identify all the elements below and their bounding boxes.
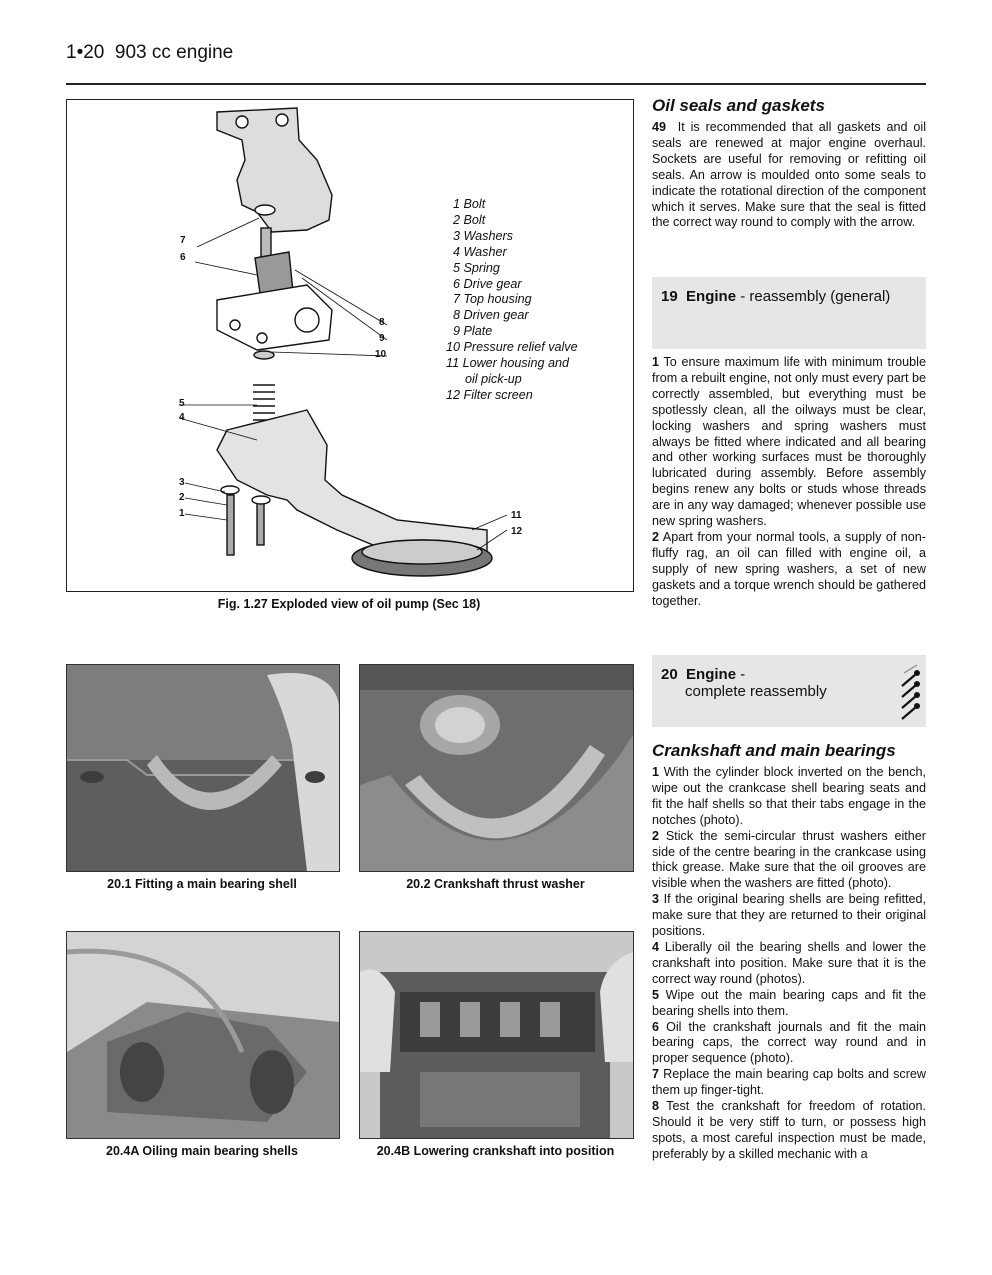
para-number: 7 (652, 1067, 660, 1082)
chapter-title: 903 cc engine (114, 42, 234, 63)
section-title-bold: Engine (686, 288, 737, 305)
section-20-title (661, 666, 881, 700)
legend-item: 5 Spring (453, 260, 500, 275)
callout-8: 8 (379, 317, 385, 328)
callout-10: 10 (375, 349, 387, 360)
thrust-washer-image (360, 665, 633, 871)
legend-item: 9 Plate (453, 324, 493, 339)
para-number: 4 (652, 939, 660, 954)
header-rule (66, 83, 926, 85)
callout-2: 2 (179, 492, 185, 503)
figure-legend (446, 197, 578, 404)
callout-12: 12 (511, 526, 523, 537)
para-text: Wipe out the main bearing caps and fit the bearing shells into them. (652, 987, 926, 1018)
callout-1: 1 (179, 508, 185, 519)
para-text: Liberally oil the bearing shells and lower the crankshaft into position. Make sure that it is the correct way round (photos). (652, 939, 927, 986)
legend-item: 12 Filter screen (446, 387, 533, 402)
page-number: 1•20 (66, 42, 105, 63)
legend-item: 1 Bolt (453, 197, 486, 211)
bearing-shell-image (67, 665, 339, 871)
legend-item: 2 Bolt (453, 212, 486, 227)
para-number: 2 (652, 529, 660, 544)
section-19-text (652, 355, 926, 610)
para-number: 1 (652, 355, 660, 369)
para-number: 2 (652, 828, 660, 843)
legend-item: 6 Drive gear (453, 276, 522, 291)
section-title-rest: - reassembly (general) (736, 288, 891, 305)
section-19-title (661, 288, 921, 305)
para-number: 6 (652, 1019, 660, 1034)
photo-caption: 20.4A Oiling main bearing shells (106, 1144, 298, 1158)
legend-item: 8 Driven gear (453, 308, 529, 323)
para-text: With the cylinder block inverted on the bench, wipe out the crankcase shell bearing seats and fit the half shells so that their tabs engage in the notches (photo). (652, 765, 926, 827)
para-text: Apart from your normal tools, a supply of non-fluffy rag, an oil can filled with engine oil, a supply of new spring washers, a set of new gaskets and a torque wrench should be gathered together. (652, 529, 926, 608)
photo-20-2 (359, 664, 634, 872)
photo-20-1 (66, 664, 340, 872)
oil-seals-heading: Oil seals and gaskets (652, 96, 825, 115)
callout-9: 9 (379, 333, 385, 344)
legend-item: 11 Lower housing and (446, 356, 569, 371)
photo-caption: 20.4B Lowering crankshaft into position (376, 1144, 615, 1158)
photo-20-4a (66, 931, 340, 1139)
callout-11: 11 (511, 510, 522, 521)
section-number: 20 (661, 666, 678, 683)
callout-5: 5 (179, 398, 185, 409)
para-text: Replace the main bearing cap bolts and screw them up finger-tight. (652, 1067, 927, 1098)
legend-item: oil pick-up (465, 371, 522, 386)
legend-item: 10 Pressure relief valve (446, 340, 578, 355)
crankshaft-text (652, 765, 926, 1163)
callout-6: 6 (180, 252, 186, 263)
legend-item: 7 Top housing (453, 292, 532, 307)
para-text: To ensure maximum life with minimum trouble from a rebuilt engine, not only must every part be correctly assembled, but everything must be spotlessly clean, all the oilways must be clear, locking washers and spring washers must always be fitted where indicated and all bearing and other working surfaces must be thoroughly lubricated during assembly. Before assembly begins renew any bolts or studs whose threads are in any way damaged; whenever possible use new spring washers. (652, 355, 926, 529)
figure-caption: Fig. 1.27 Exploded view of oil pump (Sec 18) (217, 597, 481, 611)
para-text: Test the crankshaft for freedom of rotation. Should it be very stiff to turn, or possess high spots, a most careful inspection must be made, preferably by a skilled mechanic with a (652, 1099, 926, 1161)
legend-item: 3 Washers (453, 228, 513, 243)
page-header (66, 42, 233, 64)
wrench-difficulty-icon (898, 663, 922, 721)
section-number: 19 (661, 288, 678, 305)
para-text: It is recommended that all gaskets and oil seals are renewed at major engine overhaul. Sockets are useful for removing or refitting oil seals. An arrow is moulded onto some seals to indicate the rotational direction of the component which it serves. Make sure that the seal is fitted the correct way round to comply with the arrow. (652, 120, 926, 230)
callout-7: 7 (180, 235, 186, 246)
section-title-rest: - (736, 666, 746, 683)
callout-3: 3 (179, 477, 185, 488)
para-text: Oil the crankshaft journals and fit the main bearing caps, the correct way round and in proper sequence (photo). (652, 1019, 926, 1066)
lowering-crankshaft-image (360, 932, 633, 1138)
photo-caption: 20.1 Fitting a main bearing shell (107, 877, 297, 891)
section-20-box (652, 655, 926, 727)
crankshaft-heading: Crankshaft and main bearings (652, 741, 896, 760)
callout-4: 4 (179, 412, 185, 423)
para-number: 3 (652, 892, 660, 907)
para-text: If the original bearing shells are being refitted, make sure that they are returned to their original positions. (652, 892, 927, 939)
figure-oil-pump (66, 99, 634, 592)
para-number: 8 (652, 1099, 660, 1114)
oil-seals-text (652, 120, 926, 231)
section-title-line2: complete reassembly (685, 683, 827, 700)
legend-item: 4 Washer (453, 244, 507, 259)
photo-20-4b (359, 931, 634, 1139)
para-number: 1 (652, 765, 660, 779)
section-19-box (652, 277, 926, 349)
section-title-bold: Engine (686, 666, 737, 683)
para-number: 5 (652, 987, 660, 1002)
para-text: Stick the semi-circular thrust washers either side of the centre bearing in the crankcase using thick grease. Make sure that the oil grooves are visible when the washers are fitted (photo). (652, 828, 927, 891)
oiling-bearings-image (67, 932, 339, 1138)
para-number: 49 (652, 120, 667, 134)
photo-caption: 20.2 Crankshaft thrust washer (406, 877, 585, 891)
